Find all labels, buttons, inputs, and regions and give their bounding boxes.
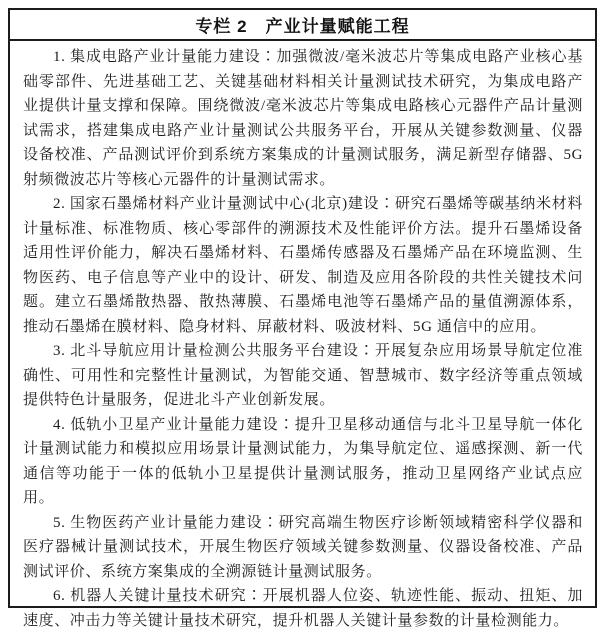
paragraph-1: 1. 集成电路产业计量能力建设∶加强微波/毫米波芯片等集成电路产业核心基础零部件、先进基础工艺、关键基础材料相关计量测试技术研究，为集成电路产业提供计量支撑和保障。围绕微波/毫米波芯片等集成电路核心元器件产品计量测试需求，搭建集成电路产业计量测试公共服务平台，开展从关键参数测量、仪器设备校准、产品测试评价到系统方案集成的计量测试服务，满足新型存储器、5G 射频微波芯片等核心元器件的计量测试需求。 <box>23 49 583 188</box>
paragraph-4: 4. 低轨小卫星产业计量能力建设∶提升卫星移动通信与北斗卫星导航一体化计量测试能力和模拟应用场景计量测试能力，为集导航定位、遥感探测、新一代通信等功能于一体的低轨小卫星提供计量测试服务，推动卫星网络产业试点应用。 <box>23 416 583 506</box>
paragraph-6: 6. 机器人关键计量技术研究∶开展机器人位姿、轨迹性能、振动、扭矩、加速度、冲击力等关键计量技术研究，提升机器人关键计量参数的计量检测能力。 <box>23 588 583 629</box>
paragraph-5: 5. 生物医药产业计量能力建设∶研究高端生物医疗诊断领域精密科学仪器和医疗器械计量测试技术，开展生物医疗领域关键参数测量、仪器设备校准、产品测试评价、系统方案集成的全溯源链计量测试服务。 <box>23 514 583 580</box>
column-box <box>8 8 597 629</box>
paragraph-2: 2. 国家石墨烯材料产业计量测试中心(北京)建设∶研究石墨烯等碳基纳米材料计量标准、标准物质、核心零部件的溯源技术及性能评价方法。提升石墨烯设备适用性评价能力，解决石墨烯材料、石墨烯传感器及石墨烯产品在环境监测、生物医药、电子信息等产业中的设计、研发、制造及应用各阶段的共性关键技术问题。建立石墨烯散热器、散热薄膜、石墨烯电池等石墨烯产品的量值溯源体系，推动石墨烯在膜材料、隐身材料、屏蔽材料、吸波材料、5G 通信中的应用。 <box>23 196 583 335</box>
column-title: 专栏 2 产业计量赋能工程 <box>195 17 410 36</box>
column-title-row <box>10 10 595 41</box>
paragraph-3: 3. 北斗导航应用计量检测公共服务平台建设∶开展复杂应用场景导航定位准确性、可用性和完整性计量测试，为智能交通、智慧城市、数字经济等重点领域提供特色计量服务，促进北斗产业创新发展。 <box>23 343 583 408</box>
column-body <box>10 41 595 633</box>
